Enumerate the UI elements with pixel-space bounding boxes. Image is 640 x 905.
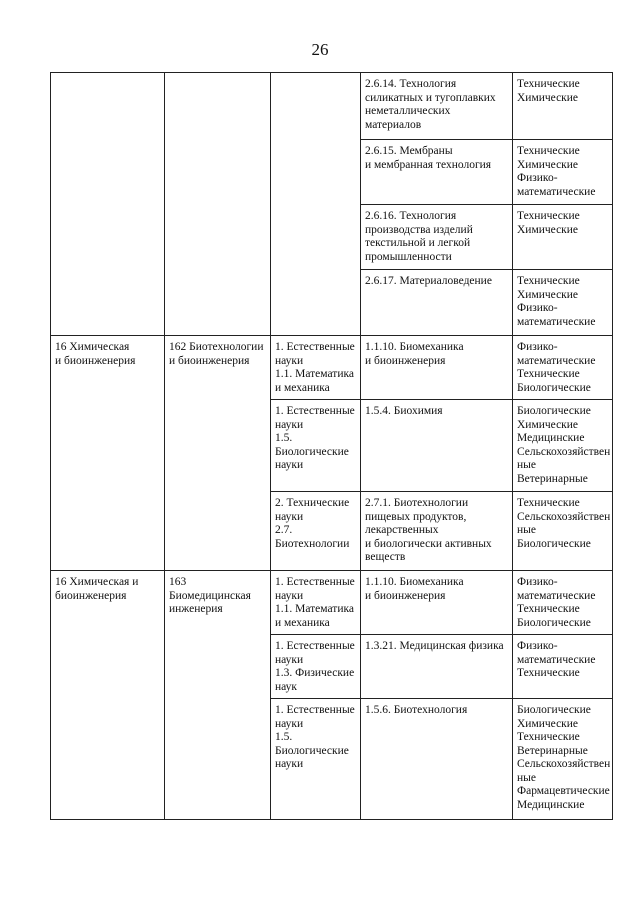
science-fields-cell: Технические Химические [513, 205, 613, 270]
specialty-cell: 1.1.10. Биомеханика и биоинженерия [361, 336, 513, 400]
table-row [51, 571, 613, 635]
science-fields-cell: Физико- математические Технические Биологические [513, 336, 613, 400]
direction-cell-empty [165, 73, 271, 336]
science-fields-cell: Технические Химические Физико- математические [513, 140, 613, 205]
area-cell-empty [271, 73, 361, 336]
specialty-cell: 1.5.4. Биохимия [361, 400, 513, 492]
specialty-cell: 2.6.14. Технология силикатных и тугоплавких неметаллических материалов [361, 73, 513, 140]
science-fields-cell: Биологические Химические Технические Ветеринарные Сельскохозяйствен ные Фармацевтические Медицинские [513, 699, 613, 820]
science-fields-cell: Технические Сельскохозяйствен ные Биологические [513, 492, 613, 571]
science-fields-cell: Физико- математические Технические Биологические [513, 571, 613, 635]
specialty-cell: 2.6.16. Технология производства изделий текстильной и легкой промышленности [361, 205, 513, 270]
area-cell: 2. Технические науки 2.7. Биотехнологии [271, 492, 361, 571]
table-row [51, 73, 613, 140]
specialty-cell: 2.6.17. Материаловедение [361, 270, 513, 336]
area-cell: 1. Естественные науки 1.5. Биологические науки [271, 699, 361, 820]
science-fields-cell: Технические Химические [513, 73, 613, 140]
group-cell-empty [51, 73, 165, 336]
specialties-table [50, 72, 613, 820]
science-fields-cell: Физико- математические Технические [513, 635, 613, 699]
specialty-cell: 2.7.1. Биотехнологии пищевых продуктов, лекарственных и биологически активных веществ [361, 492, 513, 571]
direction-cell: 162 Биотехнологии и биоинженерия [165, 336, 271, 571]
science-fields-cell: Технические Химические Физико- математические [513, 270, 613, 336]
specialty-cell: 1.1.10. Биомеханика и биоинженерия [361, 571, 513, 635]
direction-cell: 163 Биомедицинская инженерия [165, 571, 271, 820]
science-fields-cell: Биологические Химические Медицинские Сельскохозяйствен ные Ветеринарные [513, 400, 613, 492]
area-cell: 1. Естественные науки 1.3. Физические наук [271, 635, 361, 699]
group-cell: 16 Химическая и биоинженерия [51, 571, 165, 820]
group-cell: 16 Химическая и биоинженерия [51, 336, 165, 571]
area-cell: 1. Естественные науки 1.1. Математика и механика [271, 571, 361, 635]
table-row [51, 336, 613, 400]
specialty-cell: 1.3.21. Медицинская физика [361, 635, 513, 699]
area-cell: 1. Естественные науки 1.5. Биологические науки [271, 400, 361, 492]
specialty-cell: 2.6.15. Мембраны и мембранная технология [361, 140, 513, 205]
area-cell: 1. Естественные науки 1.1. Математика и механика [271, 336, 361, 400]
specialty-cell: 1.5.6. Биотехнология [361, 699, 513, 820]
page-number: 26 [311, 40, 329, 59]
